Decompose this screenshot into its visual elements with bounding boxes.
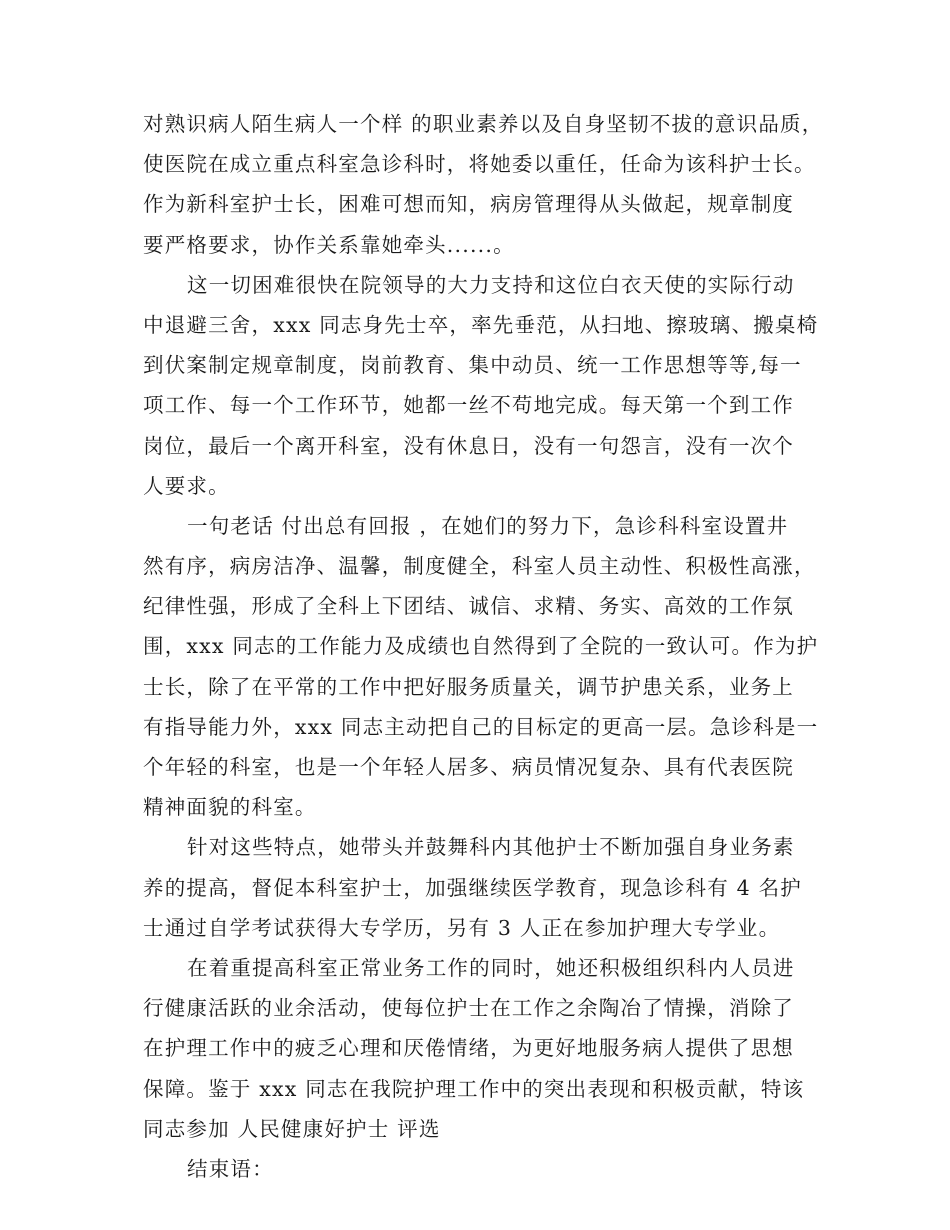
text-line: 纪律性强，形成了全科上下团结、诚信、求精、务实、高效的工作氛 bbox=[143, 594, 794, 619]
text-line: 对熟识病人陌生病人一个样 的职业素养以及自身坚韧不拔的意识品质， bbox=[143, 112, 824, 136]
paragraph-start-line: 一句老话 付出总有回报 ，在她们的努力下，急诊科科室设置井 bbox=[187, 513, 789, 538]
closing-heading: 结束语： bbox=[187, 1156, 274, 1181]
text-line: 作为新科室护士长，困难可想而知，病房管理得从头做起，规章制度 bbox=[143, 192, 794, 217]
text-line: 到伏案制定规章制度，岗前教育、集中动员、统一工作思想等等,每一 bbox=[143, 353, 802, 378]
text-line: 项工作、每一个工作环节，她都一丝不苟地完成。每天第一个到工作 bbox=[143, 393, 794, 418]
text-line: 同志参加 人民健康好护士 评选 bbox=[143, 1116, 441, 1141]
text-line: 行健康活跃的业余活动，使每位护士在工作之余陶冶了情操，消除了 bbox=[143, 996, 794, 1021]
paragraph-start-line: 在着重提高科室正常业务工作的同时，她还积极组织科内人员进 bbox=[187, 955, 795, 980]
text-line: 保障。鉴于 xxx 同志在我院护理工作中的突出表现和积极贡献，特该 bbox=[143, 1076, 805, 1101]
document-body bbox=[143, 104, 824, 1189]
text-line: 使医院在成立重点科室急诊科时，将她委以重任，任命为该科护士长。 bbox=[143, 152, 816, 177]
text-line: 围，xxx 同志的工作能力及成绩也自然得到了全院的一致认可。作为护 bbox=[143, 634, 819, 659]
paragraph-start-line: 针对这些特点，她带头并鼓舞科内其他护士不断加强自身业务素 bbox=[187, 835, 795, 860]
text-line: 要严格要求，协作关系靠她牵头......。 bbox=[143, 232, 515, 257]
text-line: 岗位，最后一个离开科室，没有休息日，没有一句怨言，没有一次个 bbox=[143, 433, 794, 458]
text-line: 养的提高，督促本科室护士，加强继续医学教育，现急诊科有 4 名护 bbox=[143, 875, 802, 900]
text-line: 有指导能力外，xxx 同志主动把自己的目标定的更高一层。急诊科是一 bbox=[143, 714, 819, 739]
paragraph-start-line: 这一切困难很快在院领导的大力支持和这位白衣天使的实际行动 bbox=[187, 272, 795, 297]
text-line: 中退避三舍，xxx 同志身先士卒，率先垂范，从扫地、擦玻璃、搬桌椅 bbox=[143, 312, 819, 337]
text-line: 人要求。 bbox=[143, 473, 230, 498]
text-line: 士长，除了在平常的工作中把好服务质量关，调节护患关系，业务上 bbox=[143, 674, 794, 699]
text-line: 个年轻的科室，也是一个年轻人居多、病员情况复杂、具有代表医院 bbox=[143, 755, 794, 779]
text-line: 然有序，病房洁净、温馨，制度健全，科室人员主动性、积极性高涨， bbox=[143, 554, 816, 579]
text-line: 在护理工作中的疲乏心理和厌倦情绪，为更好地服务病人提供了思想 bbox=[143, 1036, 794, 1061]
text-line: 士通过自学考试获得大专学历，另有 3 人正在参加护理大专学业。 bbox=[143, 915, 781, 940]
text-line: 精神面貌的科室。 bbox=[143, 795, 317, 820]
